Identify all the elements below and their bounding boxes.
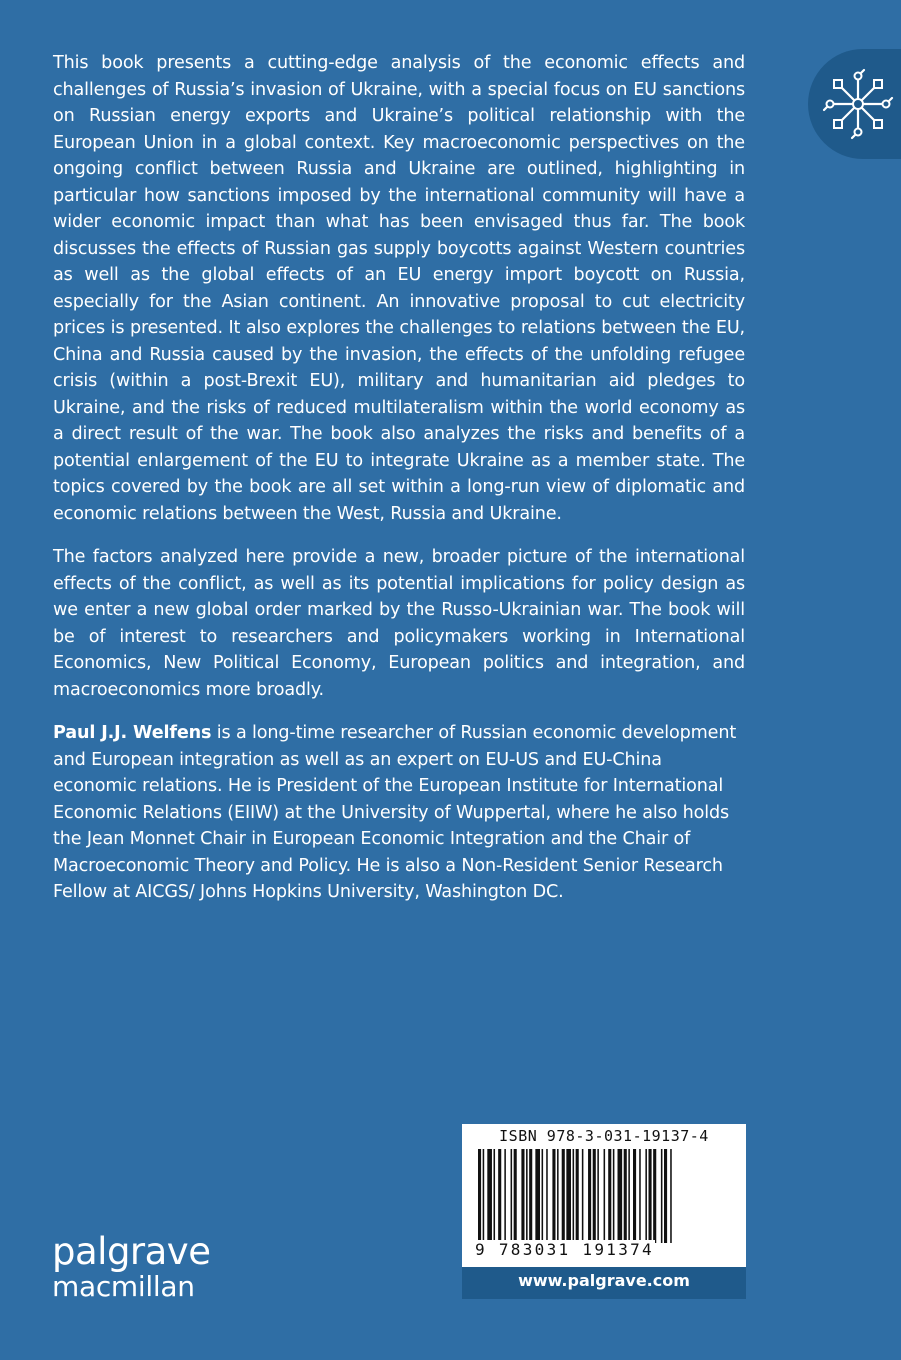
barcode-bar bbox=[552, 1149, 555, 1243]
barcode-bar bbox=[487, 1149, 492, 1243]
description-paragraph-1: This book presents a cutting-edge analysis of the economic effects and challenges of Russia’s invasion of Ukraine, with a special focus on EU sanctions on Russian energy exports and Ukraine’s political relationship with the European Union in a global context. Key macroeconomic perspectives on the ongoing conflict between Russia and Ukraine are outlined, highlighting in particular how sanctions imposed by the international community will have a wider economic impact than what has been envisaged thus far. The book discusses the effects of Russian gas supply boycotts against Western countries as well as the global effects of an EU energy import boycott on Russia, especially for the Asian continent. An innovative proposal to cut electricity prices is presented. It also explores the challenges to relations between the EU, China and Russia caused by the invasion, the effects of the unfolding refugee crisis (within a post-Brexit EU), military and humanitarian aid pledges to Ukraine, and the risks of reduced multilateralism within the world economy as a direct result of the war. The book also analyzes the risks and benefits of a potential enlargement of the EU to integrate Ukraine as a member state. The topics covered by the book are all set within a long-run view of diplomatic and economic relations between the West, Russia and Ukraine. bbox=[53, 53, 745, 524]
isbn-label: ISBN 978-3-031-19137-4 bbox=[499, 1127, 709, 1145]
barcode-bar bbox=[645, 1149, 647, 1243]
barcode-bar bbox=[653, 1149, 656, 1243]
barcode-bar bbox=[649, 1149, 652, 1243]
barcode-bar bbox=[604, 1149, 606, 1243]
barcode-bar bbox=[639, 1149, 641, 1243]
barcode-bar bbox=[521, 1149, 524, 1243]
barcode-bar bbox=[593, 1149, 596, 1243]
barcode-bar bbox=[529, 1149, 532, 1243]
barcode-bar bbox=[494, 1149, 496, 1243]
series-badge bbox=[808, 49, 901, 159]
barcode-bar bbox=[588, 1149, 591, 1243]
author-bio: is a long-time researcher of Russian economic development and European integration as well as an expert on EU-US and EU-China economic relations. He is President of the European Institute for International Economic Relations (EIIW) at the University of Wuppertal, where he also holds the Jean Monnet Chair in European Economic Integration and the Chair of Macroeconomic Theory and Policy. He is also a Non-Resident Senior Research Fellow at AICGS/ Johns Hopkins University, Washington DC. bbox=[53, 723, 737, 902]
barcode-bar bbox=[664, 1149, 667, 1243]
barcode-bar bbox=[566, 1149, 571, 1243]
cover-text bbox=[53, 50, 745, 923]
author-name: Paul J.J. Welfens bbox=[53, 723, 212, 743]
barcode-bar bbox=[628, 1149, 630, 1243]
barcode-bar bbox=[504, 1149, 506, 1243]
barcode-bar bbox=[624, 1149, 627, 1243]
isbn-barcode bbox=[462, 1124, 746, 1267]
barcode-bar bbox=[582, 1149, 584, 1243]
isbn-digits: 9 783031 191374 bbox=[475, 1240, 654, 1259]
barcode-bar bbox=[633, 1149, 636, 1243]
barcode-bar bbox=[542, 1149, 544, 1243]
publisher-logo bbox=[52, 1232, 210, 1302]
barcode-bar bbox=[613, 1149, 615, 1243]
barcode-bar bbox=[498, 1149, 501, 1243]
barcode-bar bbox=[670, 1149, 672, 1243]
barcode-bar bbox=[618, 1149, 623, 1243]
description-paragraph-2: The factors analyzed here provide a new, broader picture of the international effects of the conflict, as well as its potential implications for policy design as we enter a new global order marked by the Russo-Ukrainian war. The book will be of interest to researchers and policymakers working in International Economics, New Political Economy, European politics and integration, and macroeconomics more broadly. bbox=[53, 547, 745, 700]
barcode-bar bbox=[661, 1149, 663, 1243]
author-bio-paragraph bbox=[53, 720, 745, 906]
publisher-url: www.palgrave.com bbox=[462, 1267, 746, 1299]
barcode-bar bbox=[483, 1149, 485, 1253]
barcode-bar bbox=[511, 1149, 513, 1243]
publisher-name-line1: palgrave bbox=[52, 1230, 211, 1273]
barcode-bar bbox=[576, 1149, 579, 1253]
publisher-name-line2: macmillan bbox=[52, 1270, 195, 1303]
barcode-bar bbox=[557, 1149, 559, 1243]
barcode-bar bbox=[573, 1149, 575, 1253]
barcode-bar bbox=[514, 1149, 517, 1243]
barcode-bar bbox=[597, 1149, 599, 1243]
barcode-bar bbox=[535, 1149, 540, 1243]
barcode-bar bbox=[478, 1149, 481, 1253]
barcode-bar bbox=[562, 1149, 565, 1243]
barcode-bar bbox=[526, 1149, 528, 1243]
barcode-bar bbox=[546, 1149, 548, 1243]
barcode-bar bbox=[608, 1149, 611, 1243]
network-star-icon bbox=[818, 64, 898, 144]
